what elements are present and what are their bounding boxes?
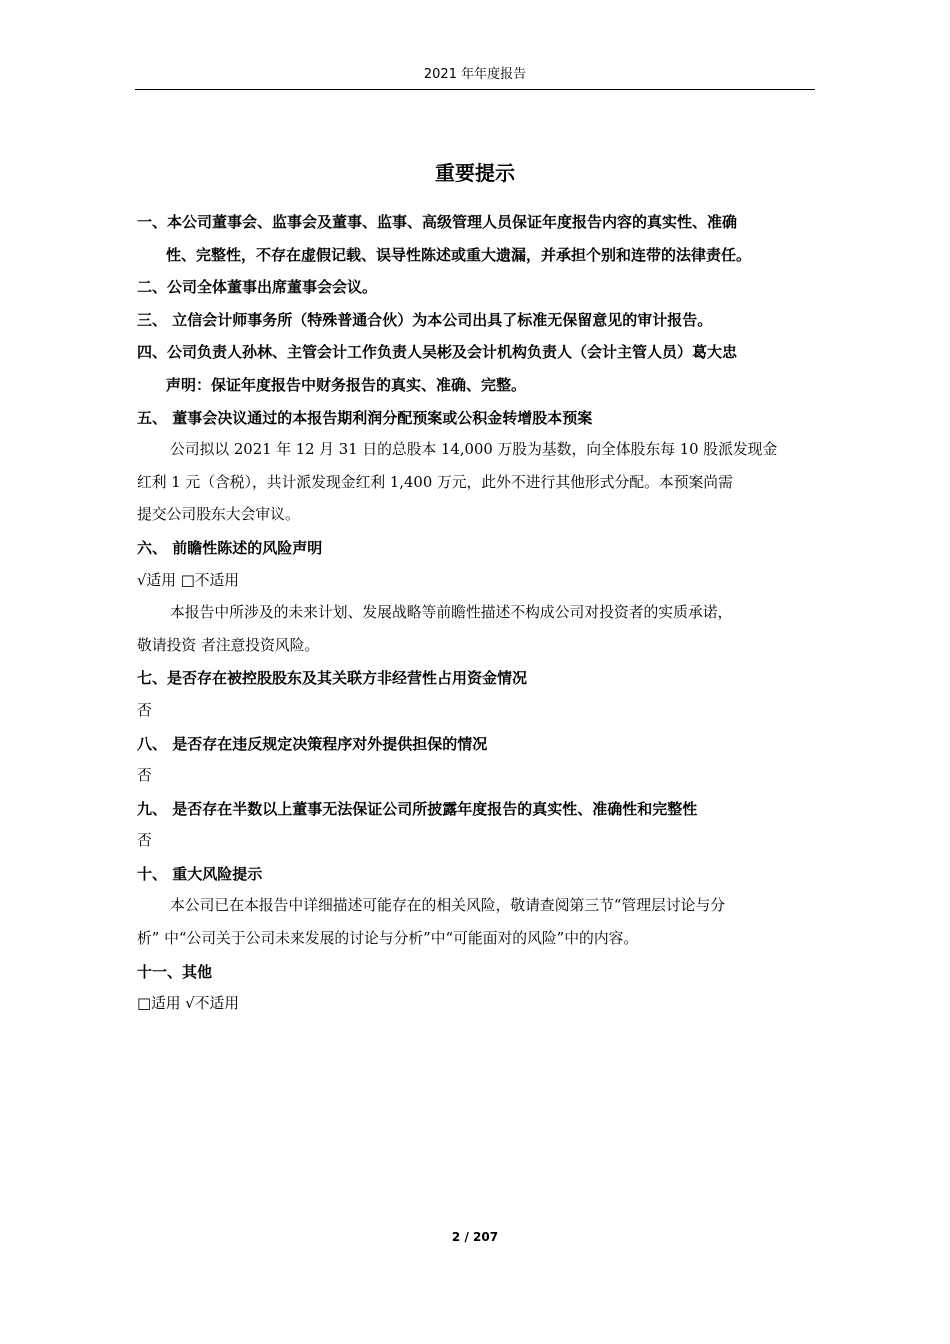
item11-heading: 十一、其他 (137, 962, 213, 981)
page-header (135, 60, 815, 90)
item5-heading: 五、 董事会决议通过的本报告期利润分配预案或公积金转增股本预案 (137, 408, 593, 427)
item9-heading: 九、 是否存在半数以上董事无法保证公司所披露年度报告的真实性、准确性和完整性 (137, 799, 698, 818)
document-body (137, 206, 819, 1021)
item4-line2: 声明：保证年度报告中财务报告的真实、准确、完整。 (166, 375, 527, 394)
item6-applicable-checkbox: √适用 □不适用 (137, 571, 240, 589)
item1-line1: 一、本公司董事会、监事会及董事、监事、高级管理人员保证年度报告内容的真实性、准确 (137, 213, 738, 231)
item9-answer: 否 (137, 832, 152, 850)
item5-paragraph-line2: 红利 1 元（含税），共计派发现金红利 1,400 万元，此外不进行其他形式分配。本预案尚需 (137, 473, 733, 491)
item10-paragraph-line2: 析” 中“公司关于公司未来发展的讨论与分析”中“可能面对的风险”中的内容。 (137, 930, 639, 948)
page-number: 2 / 207 (451, 1230, 499, 1244)
item6-heading: 六、 前瞻性陈述的风险声明 (137, 538, 323, 557)
item6-paragraph-line2: 敬请投资 者注意投资风险。 (137, 636, 320, 654)
page-title: 重要提示 (435, 161, 515, 185)
item3: 三、 立信会计师事务所（特殊普通合伙）为本公司出具了标准无保留意见的审计报告。 (137, 310, 713, 329)
item6-paragraph-line1: 本报告中所涉及的未来计划、发展战略等前瞻性描述不构成公司对投资者的实质承诺， (170, 604, 733, 622)
item10-heading: 十、 重大风险提示 (137, 864, 263, 883)
item7-answer: 否 (137, 701, 152, 719)
item11-applicable-checkbox: □适用 √不适用 (137, 995, 240, 1013)
item8-heading: 八、 是否存在违反规定决策程序对外提供担保的情况 (137, 734, 488, 753)
item4-line1: 四、公司负责人孙林、主管会计工作负责人吴彬及会计机构负责人（会计主管人员）葛大忠 (137, 343, 738, 362)
header-title: 2021 年年度报告 (423, 67, 527, 82)
item2: 二、公司全体董事出席董事会会议。 (137, 278, 378, 297)
item5-paragraph-line3: 提交公司股东大会审议。 (137, 506, 300, 524)
item8-answer: 否 (137, 767, 152, 785)
item5-paragraph-line1: 公司拟以 2021 年 12 月 31 日的总股本 14,000 万股为基数，向全体股东每 10 股派发现金 (170, 441, 778, 459)
item10-paragraph-line1: 本公司已在本报告中详细描述可能存在的相关风险，敬请查阅第三节“管理层讨论与分 (170, 897, 726, 915)
item1-line2: 性、完整性，不存在虚假记载、误导性陈述或重大遗漏，并承担个别和连带的法律责任。 (166, 245, 752, 264)
item7-heading: 七、是否存在被控股股东及其关联方非经营性占用资金情况 (137, 669, 528, 688)
